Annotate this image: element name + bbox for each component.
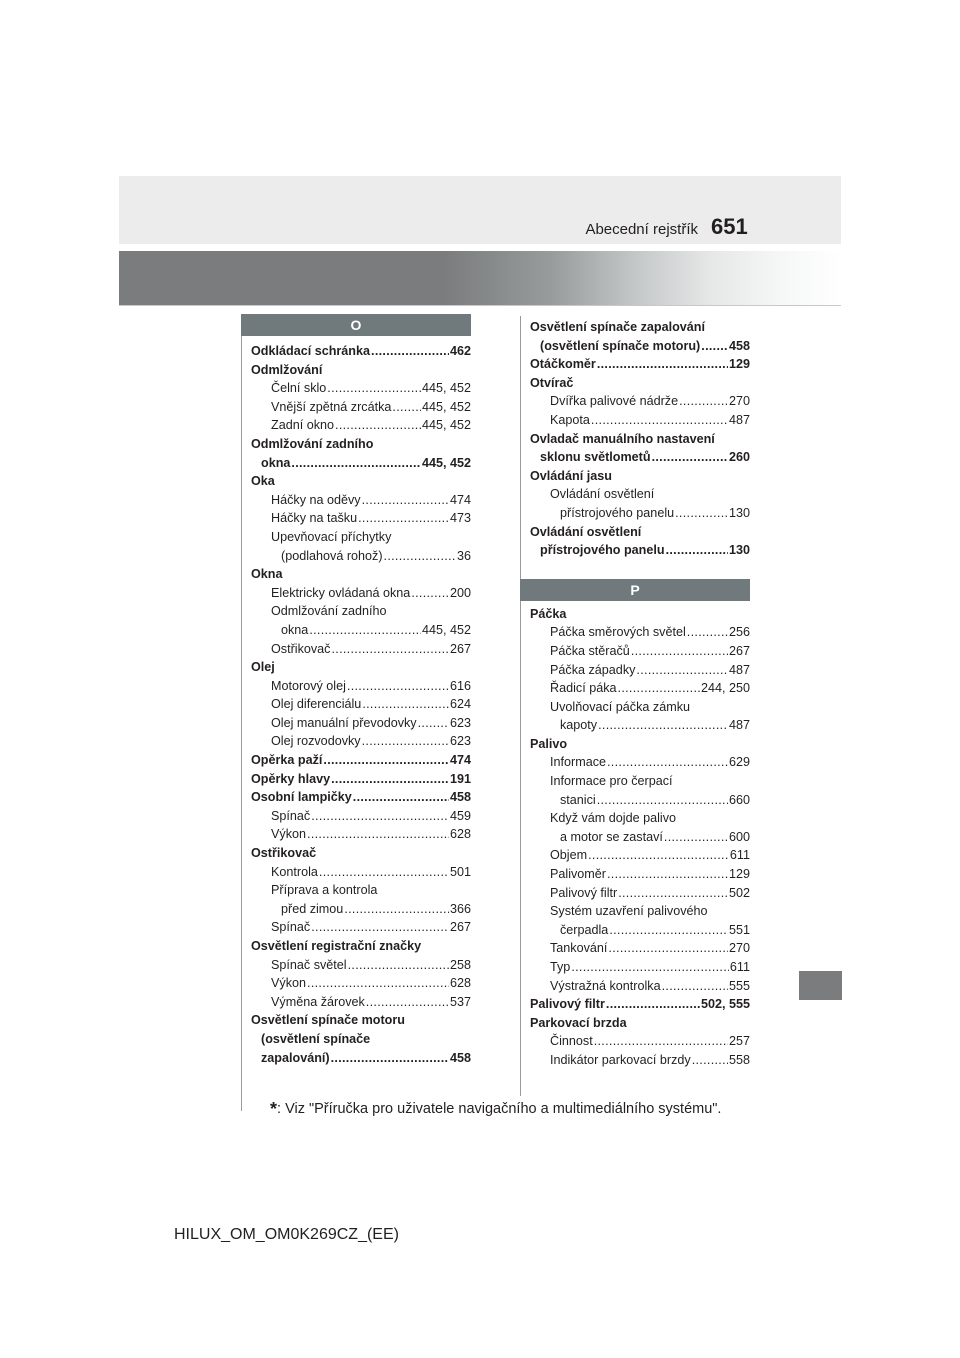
- index-entry: [530, 828, 750, 847]
- entry-pages: 624: [449, 697, 471, 712]
- dot-leader: [662, 977, 728, 996]
- entry-text: Páčka směrových světel: [550, 625, 686, 640]
- dot-leader: [362, 732, 449, 751]
- entry-text: Objem: [550, 848, 588, 863]
- index-entry: [530, 884, 750, 903]
- dot-leader: [606, 995, 700, 1014]
- index-entry: [251, 361, 471, 380]
- index-entry: [530, 392, 750, 411]
- entry-pages: 487: [728, 718, 750, 733]
- index-entry: [530, 865, 750, 884]
- footnote-text: : Viz "Příručka pro uživatele navigačního a multimediálního systému".: [277, 1101, 722, 1117]
- index-entry: [530, 448, 750, 467]
- footnote: [270, 1099, 721, 1120]
- entry-text: Ovládání osvětlení: [550, 487, 655, 502]
- index-entry: [251, 732, 471, 751]
- entry-text: Palivoměr: [550, 867, 606, 882]
- entry-text: Výkon: [271, 976, 307, 991]
- letter-heading-o: O: [241, 314, 471, 336]
- dot-leader: [594, 1032, 728, 1051]
- entry-text: Spínač: [271, 920, 311, 935]
- index-list-p: [520, 601, 750, 1070]
- index-entry: [251, 602, 471, 621]
- entry-text: Odmlžování zadního: [251, 436, 374, 451]
- dot-leader: [311, 807, 449, 826]
- index-entry: [251, 993, 471, 1012]
- dot-leader: [331, 640, 449, 659]
- index-entry: [251, 714, 471, 733]
- entry-text: před zimou: [281, 901, 344, 916]
- dot-leader: [571, 958, 729, 977]
- entry-text: Motorový olej: [271, 678, 346, 693]
- dot-leader: [675, 504, 728, 523]
- dot-leader: [327, 379, 421, 398]
- entry-pages: 555: [728, 978, 750, 993]
- entry-text: přístrojového panelu: [540, 543, 665, 558]
- index-entry: [251, 342, 471, 361]
- dot-leader: [307, 825, 449, 844]
- dot-leader: [418, 714, 449, 733]
- index-entry: [530, 902, 750, 921]
- index-entry: [530, 772, 750, 791]
- entry-pages: 600: [728, 829, 750, 844]
- index-entry: [251, 825, 471, 844]
- entry-text: Příprava a kontrola: [271, 883, 378, 898]
- index-entry: [251, 509, 471, 528]
- index-entry: [530, 679, 750, 698]
- entry-pages: 502, 555: [700, 997, 750, 1012]
- dot-leader: [607, 753, 728, 772]
- entry-pages: 270: [728, 941, 750, 956]
- dot-leader: [371, 342, 449, 361]
- index-entry: [251, 379, 471, 398]
- entry-text: Spínač: [271, 808, 311, 823]
- dot-leader: [384, 547, 456, 566]
- index-entry: [251, 900, 471, 919]
- index-entry: [251, 807, 471, 826]
- dot-leader: [347, 677, 449, 696]
- entry-text: Informace pro čerpací: [550, 774, 673, 789]
- entry-pages: 244, 250: [700, 681, 750, 696]
- index-entry: [530, 430, 750, 449]
- index-entry: [251, 435, 471, 454]
- entry-pages: 270: [728, 394, 750, 409]
- entry-text: Háčky na tašku: [271, 511, 358, 526]
- index-entry: [530, 716, 750, 735]
- entry-pages: 473: [449, 511, 471, 526]
- header-rule: [119, 305, 841, 306]
- section-title: Abecední rejstřík: [585, 221, 698, 238]
- entry-text: Zadní okno: [271, 418, 335, 433]
- entry-text: zapalování): [261, 1050, 330, 1065]
- entry-text: okna: [261, 455, 291, 470]
- entry-text: Když vám dojde palivo: [550, 811, 677, 826]
- index-entry: [530, 753, 750, 772]
- letter-heading-p: P: [520, 579, 750, 601]
- index-entry: [530, 605, 750, 624]
- index-entry: [251, 770, 471, 789]
- entry-text: Olej rozvodovky: [271, 734, 361, 749]
- entry-text: Odmlžování: [251, 362, 323, 377]
- index-entry: [530, 791, 750, 810]
- entry-text: Osvětlení spínače zapalování: [530, 320, 705, 334]
- entry-pages: 611: [729, 848, 750, 863]
- dot-leader: [597, 355, 728, 374]
- entry-pages: 458: [728, 338, 750, 353]
- index-entry: [530, 958, 750, 977]
- entry-pages: 611: [729, 960, 750, 974]
- entry-text: přístrojového panelu: [560, 505, 675, 520]
- entry-pages: 628: [449, 827, 471, 842]
- entry-pages: 459: [449, 808, 471, 823]
- entry-text: Ostřikovač: [271, 641, 331, 656]
- index-entry: [530, 661, 750, 680]
- dot-leader: [692, 1051, 728, 1070]
- index-entry: [251, 1030, 471, 1049]
- index-entry: [251, 844, 471, 863]
- chapter-side-tab: [799, 971, 842, 1000]
- entry-pages: 200: [449, 585, 471, 600]
- entry-pages: 267: [449, 641, 471, 656]
- entry-text: Indikátor parkovací brzdy: [550, 1052, 691, 1067]
- entry-text: Odmlžování zadního: [271, 604, 387, 619]
- entry-text: Olej manuální převodovky: [271, 715, 417, 730]
- dot-leader: [309, 621, 421, 640]
- entry-text: Páčka západky: [550, 662, 636, 677]
- dot-leader: [291, 454, 421, 473]
- entry-pages: 558: [728, 1052, 750, 1067]
- entry-text: Výstražná kontrolka: [550, 978, 661, 993]
- entry-text: Ovladač manuálního nastavení: [530, 431, 715, 446]
- entry-pages: 191: [449, 771, 471, 786]
- entry-text: Ovládání osvětlení: [530, 524, 642, 539]
- entry-pages: 129: [728, 867, 750, 882]
- document-code: HILUX_OM_OM0K269CZ_(EE): [174, 1226, 399, 1243]
- index-entry: [530, 318, 750, 337]
- index-entry: [251, 974, 471, 993]
- index-entry: [251, 584, 471, 603]
- dot-leader: [652, 448, 728, 467]
- index-entry: [530, 541, 750, 560]
- dot-leader: [331, 770, 449, 789]
- entry-text: Dvířka palivové nádrže: [550, 394, 679, 409]
- entry-text: sklonu světlometů: [540, 450, 651, 465]
- index-entry: [251, 751, 471, 770]
- index-entry: [251, 1049, 471, 1068]
- entry-pages: 537: [449, 994, 471, 1009]
- entry-pages: 130: [728, 505, 750, 520]
- entry-text: Výměna žárovek: [271, 994, 365, 1009]
- index-entry: [530, 355, 750, 374]
- dot-leader: [664, 828, 728, 847]
- dot-leader: [618, 679, 700, 698]
- entry-pages: 629: [728, 755, 750, 770]
- index-entry: [530, 1032, 750, 1051]
- entry-pages: 445, 452: [421, 418, 471, 433]
- entry-text: Řadicí páka: [550, 681, 617, 696]
- index-entry: [530, 337, 750, 356]
- entry-pages: 458: [449, 790, 471, 805]
- entry-text: Opěrky hlavy: [251, 771, 331, 786]
- entry-pages: 129: [728, 357, 750, 372]
- entry-pages: 366: [449, 901, 471, 916]
- entry-pages: 616: [449, 678, 471, 693]
- index-entry: [530, 995, 750, 1014]
- index-entry: [251, 528, 471, 547]
- index-entry: [530, 642, 750, 661]
- entry-text: Ovládání jasu: [530, 468, 612, 483]
- dot-leader: [701, 337, 728, 356]
- entry-pages: 551: [728, 922, 750, 937]
- entry-text: Vnější zpětná zrcátka: [271, 399, 392, 414]
- entry-text: Háčky na oděvy: [271, 492, 361, 507]
- entry-text: Osvětlení registrační značky: [251, 939, 422, 953]
- entry-text: Informace: [550, 755, 606, 770]
- index-entry: [530, 411, 750, 430]
- dot-leader: [607, 865, 728, 884]
- index-entry: [530, 623, 750, 642]
- entry-text: Osvětlení spínače motoru: [251, 1013, 405, 1028]
- entry-text: Olej: [251, 660, 275, 675]
- entry-text: Parkovací brzda: [530, 1015, 627, 1030]
- entry-text: Otáčkoměr: [530, 357, 596, 372]
- entry-text: Páčka stěračů: [550, 643, 630, 658]
- index-entry: [530, 1014, 750, 1033]
- index-entry: [530, 1051, 750, 1070]
- index-entry: [530, 809, 750, 828]
- index-entry: [530, 846, 750, 865]
- entry-text: stanici: [560, 792, 596, 807]
- entry-text: okna: [281, 622, 309, 637]
- entry-text: Kontrola: [271, 864, 318, 879]
- dot-leader: [362, 491, 449, 510]
- dot-leader: [631, 642, 728, 661]
- dot-leader: [323, 751, 449, 770]
- entry-pages: 445, 452: [421, 455, 471, 470]
- index-entry: [251, 881, 471, 900]
- entry-pages: 130: [728, 543, 750, 558]
- index-entry: [251, 472, 471, 491]
- index-entry: [530, 467, 750, 486]
- entry-text: Palivo: [530, 736, 568, 751]
- index-entry: [251, 491, 471, 510]
- dot-leader: [319, 863, 449, 882]
- entry-text: Typ: [550, 960, 571, 974]
- entry-text: Palivový filtr: [550, 885, 618, 900]
- index-entry: [251, 640, 471, 659]
- entry-text: kapoty: [560, 718, 598, 733]
- entry-text: Spínač světel: [271, 957, 347, 972]
- entry-text: Okna: [251, 567, 283, 582]
- dot-leader: [679, 392, 728, 411]
- entry-pages: 445, 452: [421, 381, 471, 396]
- page-number: 651: [711, 214, 748, 239]
- index-entry: [530, 485, 750, 504]
- index-entry: [251, 677, 471, 696]
- index-entry: [251, 398, 471, 417]
- index-entry: [251, 937, 471, 956]
- entry-text: Otvírač: [530, 375, 574, 390]
- entry-pages: 445, 452: [421, 399, 471, 414]
- entry-pages: 445, 452: [421, 622, 471, 637]
- entry-pages: 462: [449, 344, 471, 358]
- index-entry: [251, 863, 471, 882]
- dot-leader: [331, 1049, 449, 1068]
- index-entry: [251, 695, 471, 714]
- entry-text: (osvětlení spínače motoru): [540, 338, 701, 353]
- entry-pages: 36: [456, 548, 471, 563]
- index-entry: [251, 565, 471, 584]
- index-entry: [530, 523, 750, 542]
- dot-leader: [598, 716, 728, 735]
- index-entry: [251, 454, 471, 473]
- index-list-o-continued: [520, 318, 750, 560]
- entry-pages: 260: [728, 450, 750, 465]
- index-entry: [530, 977, 750, 996]
- entry-text: Olej diferenciálu: [271, 697, 362, 712]
- dot-leader: [307, 974, 449, 993]
- dot-leader: [636, 661, 728, 680]
- dot-leader: [591, 411, 728, 430]
- entry-text: Elektricky ovládaná okna: [271, 585, 411, 600]
- entry-pages: 623: [449, 715, 471, 730]
- entry-pages: 502: [728, 885, 750, 900]
- index-entry: [530, 939, 750, 958]
- entry-text: Čelní sklo: [271, 381, 327, 396]
- entry-pages: 487: [728, 412, 750, 427]
- entry-pages: 474: [449, 753, 471, 768]
- entry-text: (osvětlení spínače: [261, 1031, 371, 1046]
- dot-leader: [353, 788, 449, 807]
- entry-text: Uvolňovací páčka zámku: [550, 699, 690, 714]
- entry-text: Tankování: [550, 941, 608, 956]
- entry-text: (podlahová rohož): [281, 548, 383, 563]
- index-entry: [251, 658, 471, 677]
- entry-text: Osobní lampičky: [251, 790, 352, 805]
- index-entry: [251, 547, 471, 566]
- entry-pages: 267: [449, 920, 471, 935]
- footnote-marker: *: [270, 1099, 278, 1119]
- dot-leader: [666, 541, 728, 560]
- dot-leader: [362, 695, 449, 714]
- index-entry: [251, 918, 471, 937]
- entry-text: Výkon: [271, 827, 307, 842]
- entry-text: Palivový filtr: [530, 997, 605, 1012]
- dot-leader: [392, 398, 421, 417]
- entry-text: Opěrka paží: [251, 753, 323, 768]
- index-entry: [251, 1011, 471, 1030]
- index-entry: [530, 698, 750, 717]
- entry-text: Upevňovací příchytky: [271, 529, 392, 544]
- entry-pages: 256: [728, 625, 750, 640]
- entry-text: a motor se zastaví: [560, 829, 663, 844]
- index-entry: [251, 956, 471, 975]
- index-entry: [530, 504, 750, 523]
- entry-text: Systém uzavření palivového: [550, 904, 708, 919]
- index-entry: [251, 788, 471, 807]
- entry-pages: 501: [449, 864, 471, 879]
- entry-pages: 623: [449, 734, 471, 749]
- entry-text: Páčka: [530, 606, 567, 621]
- index-entry: [530, 735, 750, 754]
- dot-leader: [344, 900, 449, 919]
- entry-pages: 487: [728, 662, 750, 677]
- header-gradient-bar: [119, 251, 841, 305]
- entry-pages: 458: [449, 1050, 471, 1065]
- entry-text: Ostřikovač: [251, 846, 317, 861]
- index-entry: [251, 621, 471, 640]
- index-entry: [530, 921, 750, 940]
- entry-text: čerpadla: [560, 922, 609, 937]
- dot-leader: [335, 416, 421, 435]
- entry-pages: 257: [728, 1034, 750, 1049]
- entry-pages: 628: [449, 976, 471, 991]
- dot-leader: [588, 846, 729, 865]
- entry-pages: 267: [728, 643, 750, 658]
- dot-leader: [358, 509, 449, 528]
- entry-pages: 258: [449, 957, 471, 972]
- left-column: [241, 314, 471, 1067]
- index-entry: [251, 416, 471, 435]
- entry-pages: 660: [728, 792, 750, 807]
- right-column: [520, 318, 750, 1070]
- entry-pages: 474: [449, 492, 471, 507]
- entry-text: Oka: [251, 474, 275, 489]
- entry-text: Odkládací schránka: [251, 344, 371, 358]
- index-list-o: [241, 336, 471, 1067]
- index-entry: [530, 374, 750, 393]
- dot-leader: [687, 623, 728, 642]
- dot-leader: [609, 921, 728, 940]
- dot-leader: [608, 939, 728, 958]
- dot-leader: [597, 791, 728, 810]
- dot-leader: [411, 584, 449, 603]
- dot-leader: [618, 884, 728, 903]
- entry-text: Kapota: [550, 412, 590, 427]
- dot-leader: [311, 918, 449, 937]
- dot-leader: [348, 956, 449, 975]
- dot-leader: [366, 993, 449, 1012]
- entry-text: Činnost: [550, 1034, 593, 1049]
